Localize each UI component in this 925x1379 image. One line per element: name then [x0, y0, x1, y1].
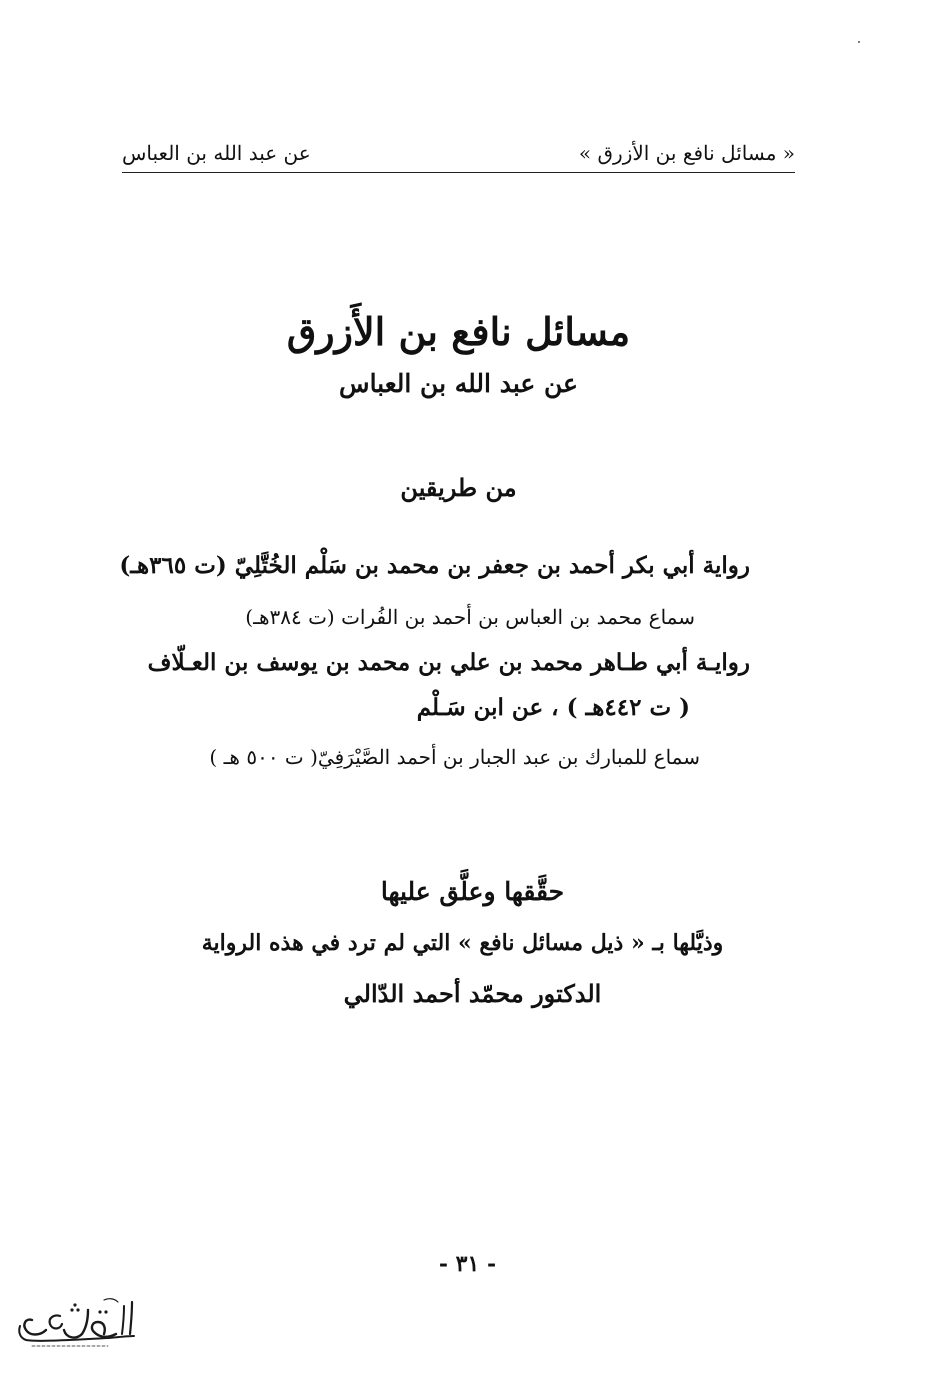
chain-line-5: سماع للمبارك بن عبد الجبار بن أحمد الصَّيْرَفِيّ( ت ٥٠٠ هـ ) — [209, 745, 700, 769]
chain-line-2: سماع محمد بن العباس بن أحمد بن الفُرات (ت ٣٨٤هـ) — [245, 605, 695, 629]
running-header-subtitle: عن عبد الله بن العباس — [122, 141, 311, 165]
chain-line-1: رواية أبي بكر أحمد بن جعفر بن محمد بن سَلْم الخُتَّلِيّ (ت ٣٦٥هـ) — [119, 552, 750, 579]
appendix-line: وذيَّلها بـ « ذيل مسائل نافع » التي لم ترد في هذه الرواية — [201, 930, 724, 956]
running-header — [122, 138, 795, 172]
main-title: مسائل نافع بن الأَزرق — [286, 309, 631, 354]
scan-speck — [858, 41, 860, 43]
page-number: - ٣١ - — [438, 1251, 497, 1277]
chain-line-4: ( ت ٤٤٢هـ ) ، عن ابن سَـلْم — [416, 694, 690, 721]
chain-line-3: روايـة أبي طـاهر محمد بن علي بن محمد بن يوسف بن العـلّاف — [147, 649, 750, 676]
calligraphic-logo-icon — [8, 1296, 140, 1352]
header-rule — [122, 172, 795, 173]
running-header-book-title: « مسائل نافع بن الأزرق » — [578, 141, 795, 165]
author-name: الدكتور محمّد أحمد الدّالي — [343, 979, 602, 1008]
edited-by-line: حقَّقها وعلَّق عليها — [380, 877, 565, 906]
sub-title: عن عبد الله بن العباس — [339, 369, 578, 398]
via-label: من طريقين — [400, 473, 517, 502]
